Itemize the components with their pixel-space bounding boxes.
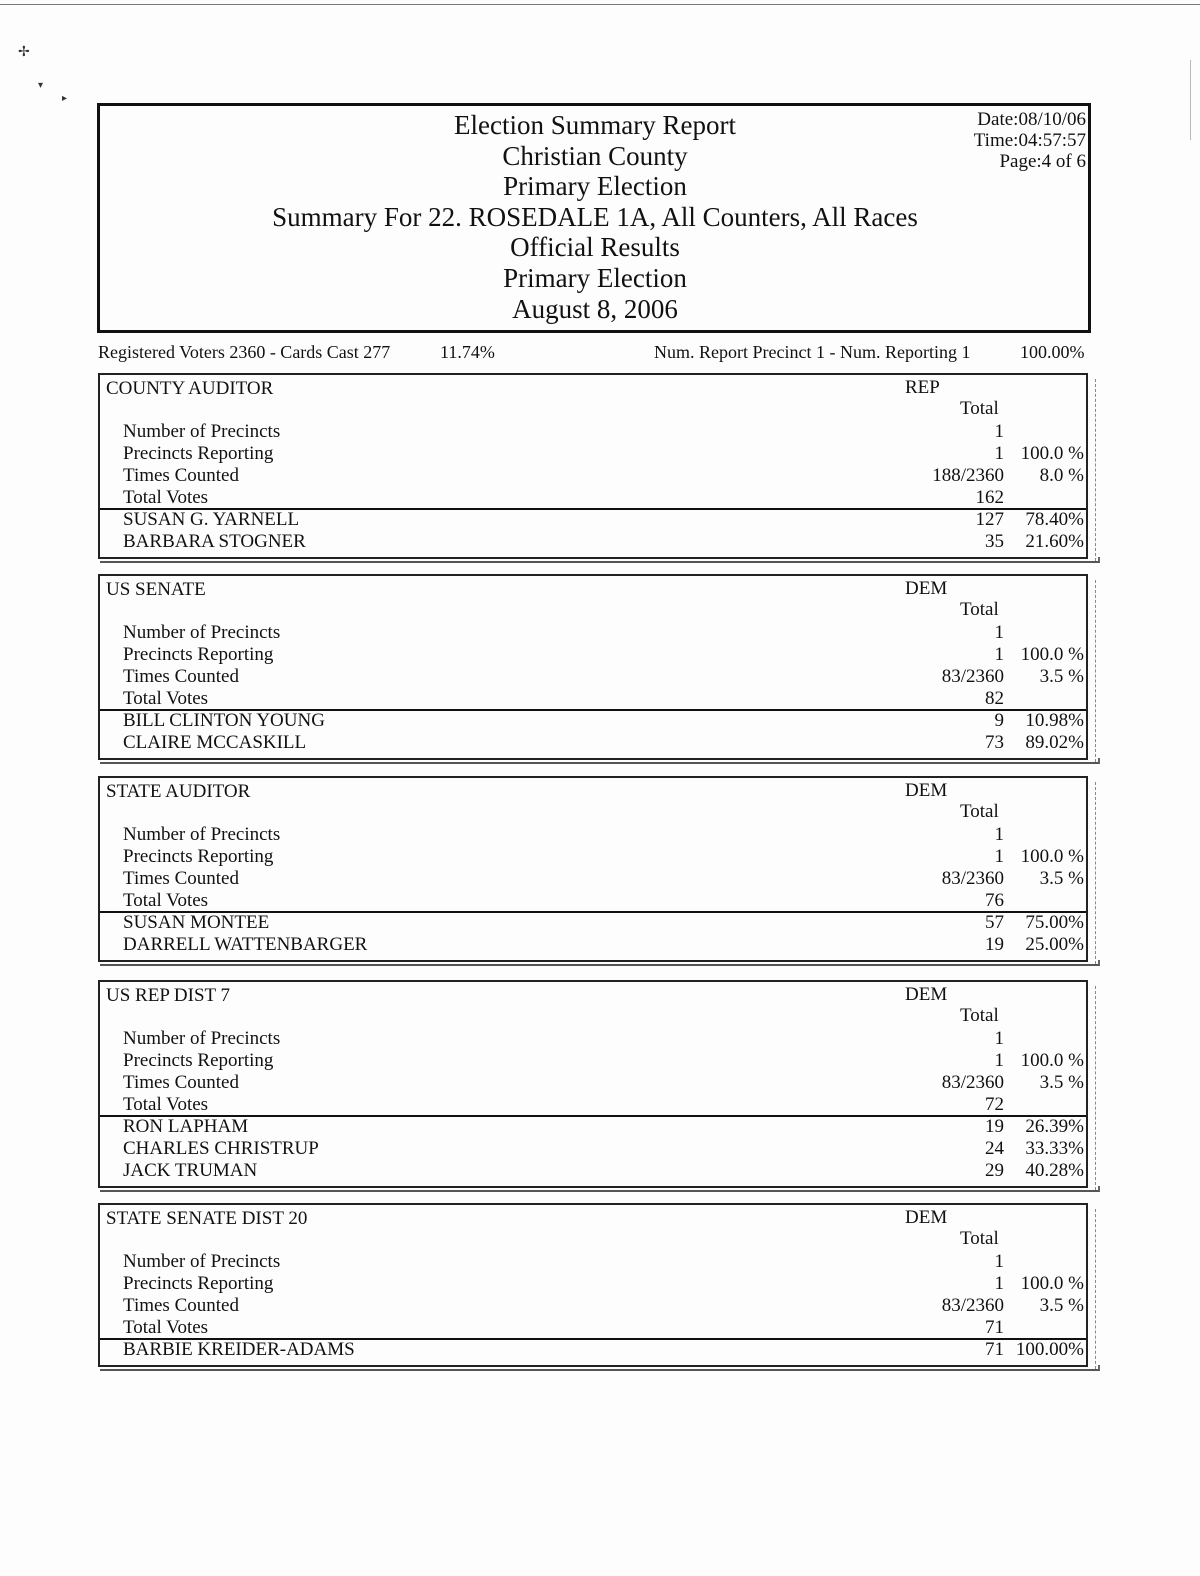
- candidate-votes: 24: [985, 1138, 1004, 1159]
- precincts-reporting: Num. Report Precinct 1 - Num. Reporting 1: [654, 342, 971, 362]
- report-title: Election Summary Report: [454, 110, 736, 140]
- candidate-row: [100, 934, 1086, 956]
- stat-row: [100, 868, 1086, 890]
- race-party: DEM: [905, 780, 948, 801]
- race-box-shadow: [100, 1365, 1100, 1371]
- race-title: US SENATE: [106, 579, 206, 600]
- stat-value: 1: [994, 1273, 1004, 1294]
- stat-value: 1: [994, 421, 1004, 442]
- report-date: Date:08/10/06: [977, 109, 1086, 130]
- stat-label: Number of Precincts: [123, 824, 281, 845]
- stat-row: [100, 1251, 1086, 1273]
- stat-percent: 8.0 %: [1039, 465, 1084, 486]
- report-title-block: [100, 110, 1090, 324]
- stat-value: 76: [985, 890, 1004, 911]
- stat-label: Times Counted: [123, 1295, 239, 1316]
- candidate-name: BARBARA STOGNER: [123, 531, 306, 552]
- candidate-name: RON LAPHAM: [123, 1116, 249, 1137]
- race-box-shadow: [100, 960, 1100, 966]
- stat-row: [100, 890, 1086, 912]
- stat-label: Precincts Reporting: [123, 846, 274, 867]
- candidate-percent: 33.33%: [1025, 1138, 1084, 1159]
- stat-value: 1: [994, 846, 1004, 867]
- stat-percent: 3.5 %: [1039, 666, 1084, 687]
- candidate-votes: 19: [985, 934, 1004, 955]
- total-column-header: Total: [960, 599, 999, 620]
- race-box-shadow: [100, 1186, 1100, 1192]
- turnout-percent: 11.74%: [440, 342, 495, 362]
- total-column-header: Total: [960, 1005, 999, 1026]
- stat-percent: 100.0 %: [1020, 846, 1084, 867]
- stat-percent: 3.5 %: [1039, 1295, 1084, 1316]
- stat-row: [100, 1273, 1086, 1295]
- stat-percent: 100.0 %: [1020, 443, 1084, 464]
- candidate-row: [100, 1138, 1086, 1160]
- stat-row: [100, 487, 1086, 509]
- race-party: DEM: [905, 984, 948, 1005]
- stat-value: 1: [994, 644, 1004, 665]
- stat-percent: 100.0 %: [1020, 1050, 1084, 1071]
- page-number: Page:4 of 6: [999, 151, 1086, 172]
- election-date: August 8, 2006: [512, 293, 678, 324]
- stat-value: 83/2360: [941, 868, 1004, 889]
- stat-percent: 100.0 %: [1020, 1273, 1084, 1294]
- stat-value: 71: [985, 1317, 1004, 1338]
- candidate-percent: 10.98%: [1025, 710, 1084, 731]
- stat-value: 83/2360: [941, 666, 1004, 687]
- race-party: DEM: [905, 1207, 948, 1228]
- stat-percent: 3.5 %: [1039, 868, 1084, 889]
- page-edge-right: [1190, 60, 1191, 140]
- race-title: US REP DIST 7: [106, 985, 231, 1006]
- candidate-percent: 75.00%: [1025, 912, 1084, 933]
- candidate-row: [100, 1160, 1086, 1182]
- stat-label: Number of Precincts: [123, 421, 281, 442]
- stat-label: Number of Precincts: [123, 622, 281, 643]
- candidate-name: JACK TRUMAN: [123, 1160, 258, 1181]
- stat-value: 1: [994, 622, 1004, 643]
- candidate-row: [100, 531, 1086, 553]
- race-box-edge: [1095, 1209, 1102, 1369]
- stat-row: [100, 688, 1086, 710]
- stat-label: Number of Precincts: [123, 1028, 281, 1049]
- page-edge: [0, 4, 1200, 5]
- candidate-votes: 57: [985, 912, 1004, 933]
- candidate-votes: 29: [985, 1160, 1004, 1181]
- results-status: Official Results: [510, 232, 680, 263]
- race-party: DEM: [905, 578, 948, 599]
- stat-label: Precincts Reporting: [123, 1273, 274, 1294]
- stat-percent: 100.0 %: [1020, 644, 1084, 665]
- stat-value: 162: [975, 487, 1004, 508]
- stat-row: [100, 1028, 1086, 1050]
- county-name: Christian County: [502, 140, 688, 171]
- stat-row: [100, 622, 1086, 644]
- candidate-name: SUSAN G. YARNELL: [123, 509, 300, 530]
- total-column-header: Total: [960, 801, 999, 822]
- candidate-percent: 100.00%: [1015, 1339, 1084, 1360]
- stat-label: Total Votes: [123, 1317, 209, 1338]
- candidate-percent: 26.39%: [1025, 1116, 1084, 1137]
- stat-row: [100, 824, 1086, 846]
- total-column-header: Total: [960, 1228, 999, 1249]
- stat-row: [100, 421, 1086, 443]
- registered-voters: Registered Voters 2360 - Cards Cast 277: [98, 342, 391, 362]
- election-type: Primary Election: [503, 171, 687, 202]
- candidate-votes: 71: [985, 1339, 1004, 1360]
- reporting-percent: 100.00%: [1020, 342, 1085, 362]
- stat-row: [100, 443, 1086, 465]
- stat-label: Precincts Reporting: [123, 443, 274, 464]
- stat-label: Total Votes: [123, 487, 209, 508]
- report-meta: [974, 109, 1086, 172]
- race-box: [98, 373, 1088, 559]
- candidate-name: SUSAN MONTEE: [123, 912, 270, 933]
- stat-row: [100, 1295, 1086, 1317]
- stat-label: Times Counted: [123, 1072, 239, 1093]
- candidate-votes: 127: [975, 509, 1004, 530]
- stat-label: Number of Precincts: [123, 1251, 281, 1272]
- stat-label: Total Votes: [123, 688, 209, 709]
- candidate-votes: 9: [994, 710, 1004, 731]
- stat-value: 82: [985, 688, 1004, 709]
- stat-label: Times Counted: [123, 868, 239, 889]
- summary-scope: Summary For 22. ROSEDALE 1A, All Counters, All Races: [272, 201, 918, 232]
- candidate-name: CHARLES CHRISTRUP: [123, 1138, 319, 1159]
- race-box-edge: [1095, 379, 1102, 561]
- stat-row: [100, 1317, 1086, 1339]
- scan-speck: ▸: [62, 93, 68, 104]
- stat-row: [100, 1094, 1086, 1116]
- race-box-edge: [1095, 580, 1102, 762]
- stat-value: 1: [994, 1028, 1004, 1049]
- candidate-name: BARBIE KREIDER-ADAMS: [123, 1339, 355, 1360]
- report-time: Time:04:57:57: [973, 130, 1086, 151]
- report-header: [97, 103, 1091, 333]
- stat-row: [100, 465, 1086, 487]
- race-box: [98, 574, 1088, 760]
- candidate-row: [100, 732, 1086, 754]
- election-type-repeat: Primary Election: [503, 262, 687, 293]
- stat-row: [100, 1050, 1086, 1072]
- race-box-shadow: [100, 557, 1100, 563]
- stat-label: Times Counted: [123, 666, 239, 687]
- candidate-row: [100, 509, 1086, 531]
- stat-value: 83/2360: [941, 1072, 1004, 1093]
- scan-speck: ▾: [38, 80, 44, 91]
- candidate-row: [100, 1116, 1086, 1138]
- race-title: COUNTY AUDITOR: [106, 378, 274, 399]
- race-box-shadow: [100, 758, 1100, 764]
- candidate-name: DARRELL WATTENBARGER: [123, 934, 368, 955]
- stat-row: [100, 846, 1086, 868]
- candidate-votes: 19: [985, 1116, 1004, 1137]
- stat-value: 83/2360: [941, 1295, 1004, 1316]
- candidate-percent: 89.02%: [1025, 732, 1084, 753]
- stat-percent: 3.5 %: [1039, 1072, 1084, 1093]
- stat-value: 1: [994, 1251, 1004, 1272]
- total-column-header: Total: [960, 398, 999, 419]
- candidate-name: CLAIRE MCCASKILL: [123, 732, 307, 753]
- candidate-percent: 21.60%: [1025, 531, 1084, 552]
- stat-value: 1: [994, 1050, 1004, 1071]
- race-box-edge: [1095, 782, 1102, 964]
- stat-label: Total Votes: [123, 890, 209, 911]
- candidate-row: [100, 710, 1086, 732]
- candidate-name: BILL CLINTON YOUNG: [123, 710, 325, 731]
- stat-label: Times Counted: [123, 465, 239, 486]
- stat-row: [100, 666, 1086, 688]
- scan-speck: ✢: [18, 45, 30, 60]
- race-box: [98, 776, 1088, 962]
- stat-row: [100, 1072, 1086, 1094]
- candidate-percent: 25.00%: [1025, 934, 1084, 955]
- candidate-percent: 78.40%: [1025, 509, 1084, 530]
- stat-label: Precincts Reporting: [123, 644, 274, 665]
- candidate-row: [100, 912, 1086, 934]
- stat-label: Total Votes: [123, 1094, 209, 1115]
- race-box: [98, 1203, 1088, 1367]
- race-title: STATE AUDITOR: [106, 781, 251, 802]
- stat-value: 1: [994, 824, 1004, 845]
- stat-label: Precincts Reporting: [123, 1050, 274, 1071]
- candidate-votes: 35: [985, 531, 1004, 552]
- candidate-percent: 40.28%: [1025, 1160, 1084, 1181]
- stat-value: 188/2360: [932, 465, 1004, 486]
- race-box: [98, 980, 1088, 1188]
- stat-row: [100, 644, 1086, 666]
- candidate-votes: 73: [985, 732, 1004, 753]
- race-party: REP: [905, 377, 940, 398]
- race-title: STATE SENATE DIST 20: [106, 1208, 308, 1229]
- stat-value: 72: [985, 1094, 1004, 1115]
- stat-value: 1: [994, 443, 1004, 464]
- candidate-row: [100, 1339, 1086, 1361]
- race-box-edge: [1095, 986, 1102, 1190]
